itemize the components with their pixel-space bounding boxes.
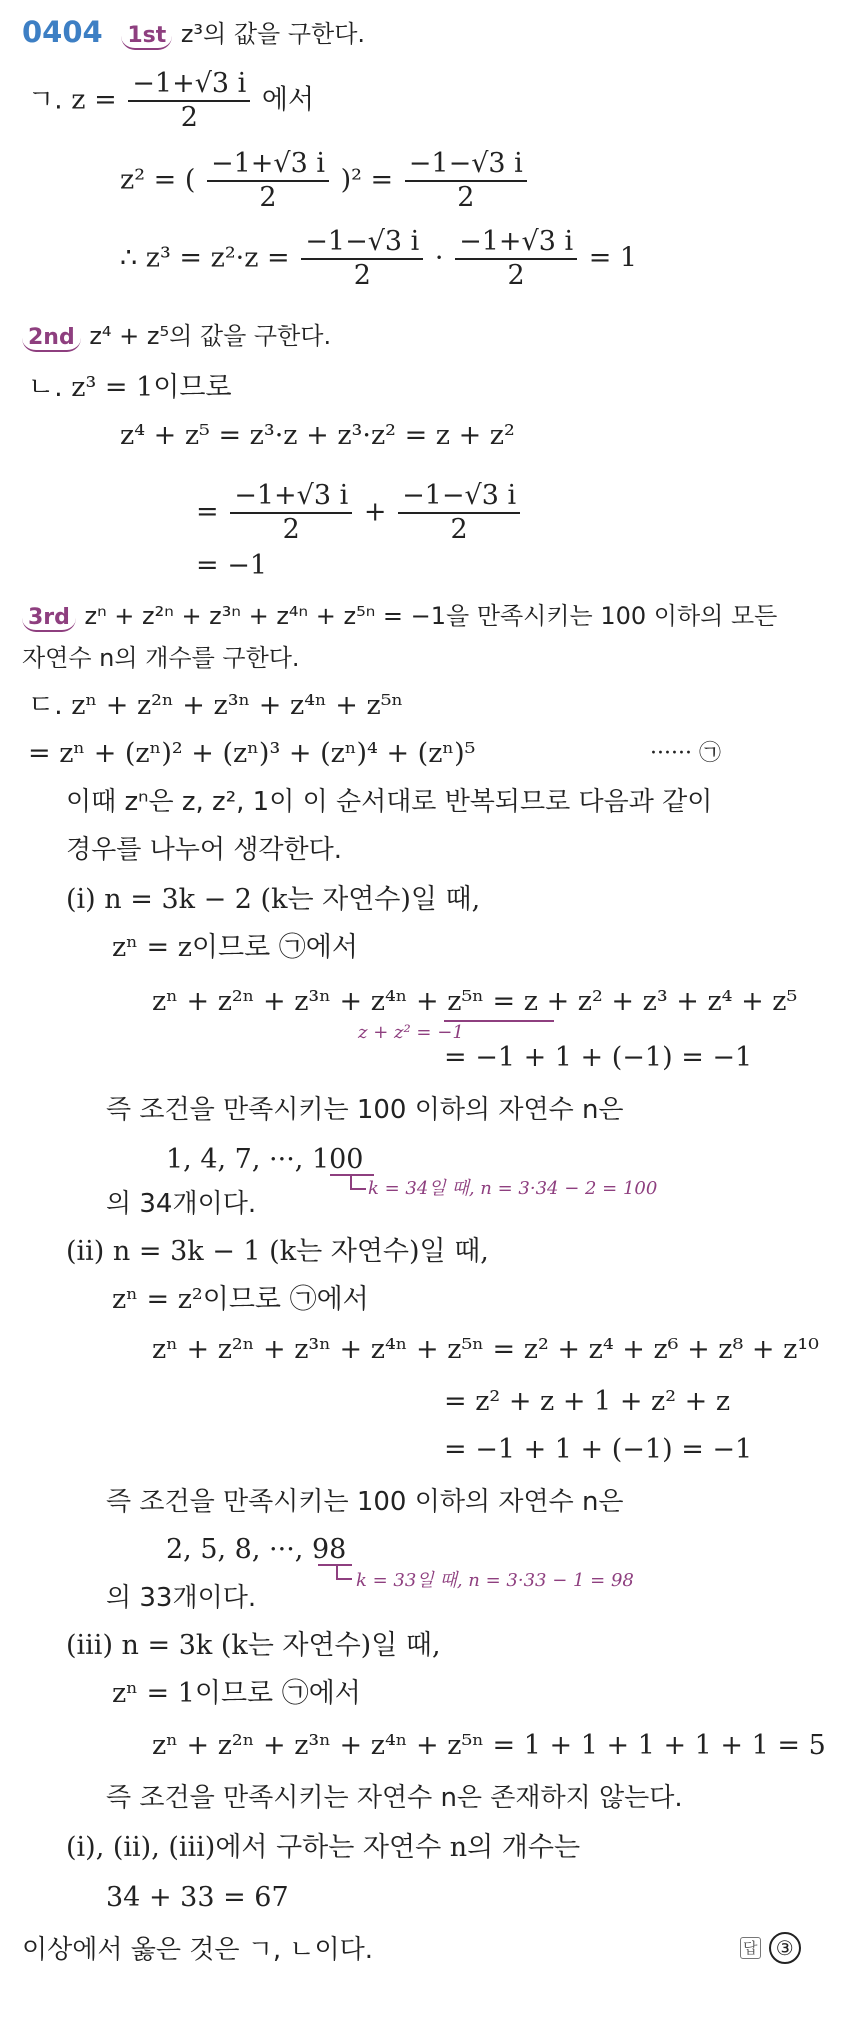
- case2-line6: 2, 5, 8, ···, 98: [166, 1534, 347, 1565]
- part-b-line2: z⁴ + z⁵ = z³·z + z³·z² = z + z²: [120, 420, 515, 451]
- conclusion: 이상에서 옳은 것은 ㄱ, ㄴ이다.: [22, 1935, 373, 1965]
- note-hook-100: [350, 1176, 366, 1190]
- case1-line5: 1, 4, 7, ···, 100: [166, 1144, 364, 1175]
- answer-tag-icon: 답: [740, 1937, 761, 1959]
- case2-line1: zⁿ = z²이므로 ㉠에서: [112, 1284, 369, 1315]
- circled-mark-a: ······ ㉠: [650, 741, 721, 766]
- problem-number: 0404: [22, 15, 103, 49]
- note-k33: k = 33일 때, n = 3·33 − 1 = 98: [356, 1570, 634, 1591]
- case1-line1: zⁿ = z이므로 ㉠에서: [112, 932, 358, 963]
- part-b-line3: = $\frac{-1+√3 i}{2}$ + $\frac{-1-√3 i}{2}$: [196, 480, 523, 546]
- case1-head: (ⅰ) n = 3k − 2 (k는 자연수)일 때,: [66, 884, 481, 915]
- step-tag-2nd: 2nd: [22, 326, 81, 352]
- case1-line2: zⁿ + z²ⁿ + z³ⁿ + z⁴ⁿ + z⁵ⁿ = z + z² + z³ + z⁴ + z⁵: [152, 986, 798, 1017]
- case3-line2: zⁿ + z²ⁿ + z³ⁿ + z⁴ⁿ + z⁵ⁿ = 1 + 1 + 1 + 1 + 1 = 5: [152, 1730, 826, 1761]
- case3-line3: 즉 조건을 만족시키는 자연수 n은 존재하지 않는다.: [106, 1783, 683, 1813]
- part-c-line2: = zⁿ + (zⁿ)² + (zⁿ)³ + (zⁿ)⁴ + (zⁿ)⁵: [28, 738, 476, 769]
- part-b-line4: = −1: [196, 550, 268, 581]
- problem-header: [22, 14, 365, 52]
- part-b-line1: ㄴ. z³ = 1이므로: [28, 372, 232, 403]
- case1-line4: 즉 조건을 만족시키는 100 이하의 자연수 n은: [106, 1095, 624, 1125]
- part-c-line1: ㄷ. zⁿ + z²ⁿ + z³ⁿ + z⁴ⁿ + z⁵ⁿ: [28, 690, 404, 721]
- step3-title-b: 자연수 n의 개수를 구한다.: [22, 644, 300, 672]
- step2-header: [22, 318, 331, 354]
- step-tag-1st: 1st: [121, 24, 172, 50]
- step1-title: z³의 값을 구한다.: [180, 20, 366, 48]
- case1-line3: = −1 + 1 + (−1) = −1: [444, 1042, 753, 1073]
- note-z-plus-z2: z + z² = −1: [358, 1022, 464, 1043]
- step2-title: z⁴ + z⁵의 값을 구한다.: [89, 322, 332, 350]
- case2-line5: 즉 조건을 만족시키는 100 이하의 자연수 n은: [106, 1487, 624, 1517]
- case2-line4: = −1 + 1 + (−1) = −1: [444, 1434, 753, 1465]
- case3-line1: zⁿ = 1이므로 ㉠에서: [112, 1678, 361, 1709]
- step3-title-a: zⁿ + z²ⁿ + z³ⁿ + z⁴ⁿ + z⁵ⁿ = −1을 만족시키는 100 이하의 모든: [84, 602, 778, 630]
- fraction: $\frac{-1+√3 i}{2}$: [128, 68, 250, 134]
- note-k34: k = 34일 때, n = 3·34 − 2 = 100: [368, 1178, 658, 1199]
- case2-line2: zⁿ + z²ⁿ + z³ⁿ + z⁴ⁿ + z⁵ⁿ = z² + z⁴ + z⁶ + z⁸ + z¹⁰: [152, 1334, 819, 1365]
- part-a-line3: ∴ z³ = z²·z = $\frac{-1-√3 i}{2}$ · $\frac{-1+√3 i}{2}$ = 1: [120, 226, 638, 291]
- case2-line3: = z² + z + 1 + z² + z: [444, 1386, 731, 1417]
- part-c-line4: 경우를 나누어 생각한다.: [66, 835, 342, 865]
- part-a-line1: ㄱ. z = $\frac{-1+√3 i}{2}$ 에서: [28, 68, 315, 133]
- answer: [740, 1932, 801, 1964]
- summary-line1: (ⅰ), (ⅱ), (ⅲ)에서 구하는 자연수 n의 개수는: [66, 1832, 581, 1863]
- case1-line6: 의 34개이다.: [106, 1189, 257, 1219]
- case2-head: (ⅱ) n = 3k − 1 (k는 자연수)일 때,: [66, 1236, 489, 1267]
- case2-line7: 의 33개이다.: [106, 1583, 257, 1613]
- case3-head: (ⅲ) n = 3k (k는 자연수)일 때,: [66, 1630, 441, 1661]
- part-c-line3: 이때 zⁿ은 z, z², 1이 이 순서대로 반복되므로 다음과 같이: [66, 787, 713, 817]
- summary-line2: 34 + 33 = 67: [106, 1882, 289, 1913]
- part-a-line2: z² = ( $\frac{-1+√3 i}{2}$ )² = $\frac{-1-√3 i}{2}$: [120, 148, 530, 214]
- step3-header: [22, 598, 777, 634]
- step-tag-3rd: 3rd: [22, 606, 76, 632]
- note-hook-98: [336, 1566, 352, 1580]
- answer-value: ③: [769, 1932, 801, 1964]
